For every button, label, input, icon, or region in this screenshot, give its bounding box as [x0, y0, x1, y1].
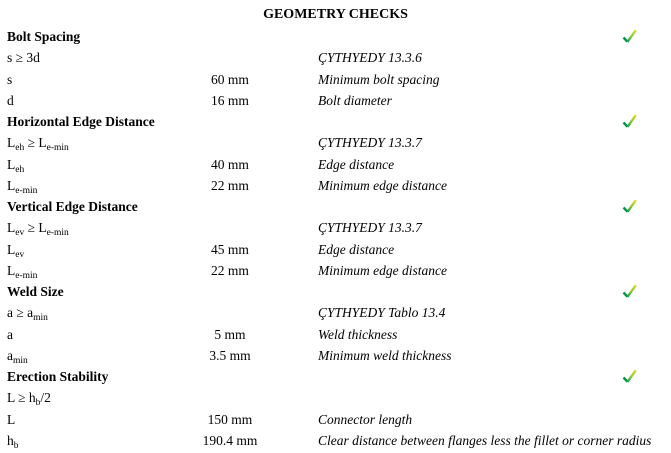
parameter-row	[0, 156, 671, 177]
section-heading: Horizontal Edge Distance	[7, 114, 155, 129]
param-description: Minimum weld thickness	[318, 347, 452, 363]
parameter-row	[0, 347, 671, 368]
param-value: 3.5 mm	[209, 347, 251, 363]
section-heading: Vertical Edge Distance	[7, 199, 138, 214]
param-symbol: $L_{ev}$	[7, 241, 25, 260]
section-header-row	[0, 113, 671, 134]
section-heading: Bolt Spacing	[7, 29, 81, 44]
param-value: 190.4 mm	[202, 432, 258, 448]
param-symbol: a	[7, 326, 13, 342]
param-description: Edge distance	[318, 241, 395, 257]
param-description: Minimum bolt spacing	[318, 71, 440, 87]
check-icon	[622, 29, 638, 44]
section-reference: ÇYTHYEDY 13.3.6	[318, 50, 422, 66]
formula-row	[0, 219, 671, 240]
param-symbol: $L_{e-min}$	[7, 262, 38, 281]
param-symbol: s	[7, 71, 13, 87]
param-value: 5 mm	[214, 326, 246, 342]
section-rows	[0, 411, 671, 453]
parameter-row	[0, 71, 671, 92]
section-formula: s ≥ 3d	[7, 50, 40, 66]
parameter-row	[0, 241, 671, 262]
formula-row	[0, 134, 671, 155]
section	[0, 368, 671, 453]
section-rows	[0, 326, 671, 369]
param-symbol: $a_{min}$	[7, 347, 28, 366]
section-formula: $L_{ev} \ge L_{e-min}$	[7, 220, 69, 239]
section-formula: $a \ge a_{min}$	[7, 305, 48, 324]
section-heading: Erection Stability	[7, 369, 109, 384]
section	[0, 283, 671, 368]
param-value: 60 mm	[211, 71, 249, 87]
section-formula: $L_{eh} \ge L_{e-min}$	[7, 135, 69, 154]
parameter-row	[0, 411, 671, 432]
section-header-row	[0, 28, 671, 49]
section	[0, 113, 671, 198]
parameter-row	[0, 326, 671, 347]
section-header-row	[0, 283, 671, 304]
formula-row	[0, 49, 671, 70]
param-description: Minimum edge distance	[318, 262, 447, 278]
param-description: Weld thickness	[318, 326, 398, 342]
param-symbol: $L_{e-min}$	[7, 177, 38, 196]
param-description: Edge distance	[318, 156, 395, 172]
param-symbol: d	[7, 92, 14, 108]
sections	[0, 28, 671, 453]
section	[0, 28, 671, 113]
parameter-row	[0, 432, 671, 453]
section-reference: ÇYTHYEDY 13.3.7	[318, 135, 422, 151]
section-heading: Weld Size	[7, 284, 64, 299]
page-title: GEOMETRY CHECKS	[263, 7, 408, 22]
section	[0, 198, 671, 283]
parameter-row	[0, 92, 671, 113]
param-value: 22 mm	[211, 262, 249, 278]
formula-row	[0, 389, 671, 410]
param-value: 45 mm	[211, 241, 249, 257]
param-symbol: $h_b$	[7, 432, 19, 451]
param-description: Bolt diameter	[318, 92, 392, 108]
check-icon	[622, 369, 638, 384]
formula-row	[0, 304, 671, 325]
section-rows	[0, 241, 671, 284]
param-description: Clear distance between flanges less the fillet or corner radius	[318, 432, 652, 448]
check-icon	[622, 284, 638, 299]
section-reference: ÇYTHYEDY Tablo 13.4	[318, 305, 446, 321]
section-rows	[0, 71, 671, 114]
param-value: 150 mm	[207, 411, 253, 427]
section-formula: $L \ge h_b/2$	[7, 390, 51, 409]
param-value: 16 mm	[211, 92, 249, 108]
section-header-row	[0, 368, 671, 389]
param-value: 40 mm	[211, 156, 249, 172]
check-icon	[622, 114, 638, 129]
section-rows	[0, 156, 671, 199]
check-icon	[622, 199, 638, 214]
parameter-row	[0, 177, 671, 198]
parameter-row	[0, 262, 671, 283]
param-symbol: L	[7, 411, 16, 427]
section-header-row	[0, 198, 671, 219]
param-symbol: $L_{eh}$	[7, 156, 25, 175]
param-value: 22 mm	[211, 177, 249, 193]
section-reference: ÇYTHYEDY 13.3.7	[318, 220, 422, 236]
param-description: Connector length	[318, 411, 413, 427]
param-description: Minimum edge distance	[318, 177, 447, 193]
